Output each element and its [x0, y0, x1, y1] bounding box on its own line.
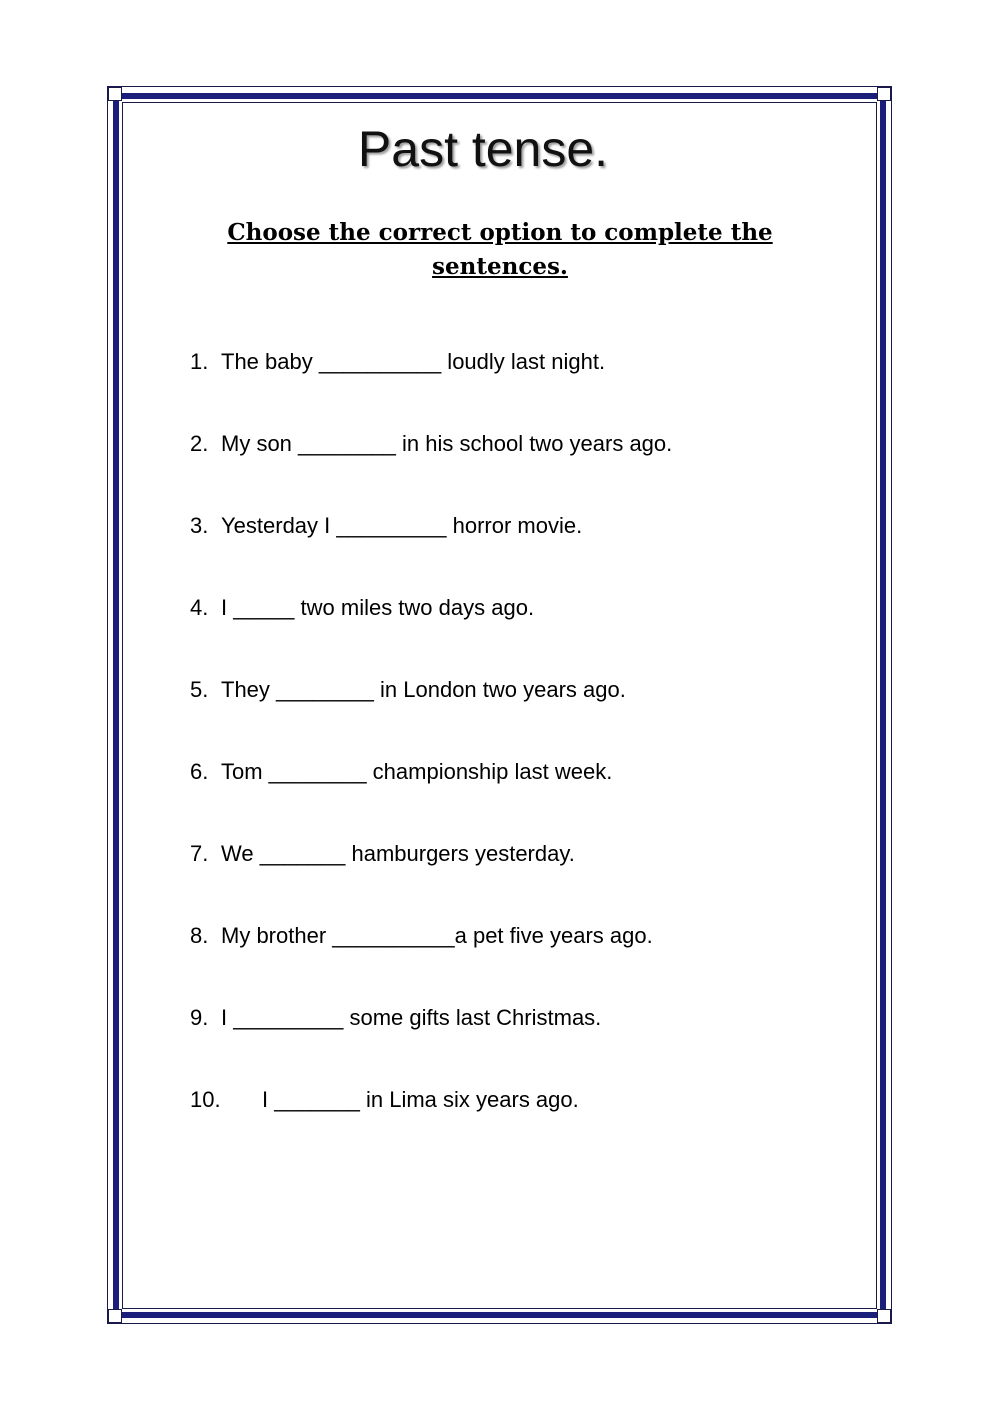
- question-number: 4.: [190, 595, 209, 620]
- instructions: Choose the correct option to complete the sentences.: [227, 219, 773, 280]
- question-text: I _________ some gifts last Christmas.: [221, 1005, 602, 1030]
- question-item: [190, 513, 582, 539]
- question-text: We _______ hamburgers yesterday.: [221, 841, 575, 866]
- question-number: 5.: [190, 677, 209, 702]
- border-corner-ornament: [877, 1309, 891, 1323]
- question-item: [190, 923, 653, 949]
- question-item: [190, 1087, 579, 1113]
- question-text: I _______ in Lima six years ago.: [262, 1087, 579, 1112]
- question-number: 6.: [190, 759, 209, 784]
- question-item: [190, 677, 626, 703]
- question-text: I _____ two miles two days ago.: [221, 595, 535, 620]
- question-number: 9.: [190, 1005, 209, 1030]
- question-number: 2.: [190, 431, 209, 456]
- page-title: Past tense.: [357, 121, 609, 177]
- question-number: 1.: [190, 349, 209, 374]
- question-number: 3.: [190, 513, 209, 538]
- question-text: My brother __________a pet five years ago.: [221, 923, 653, 948]
- question-text: The baby __________ loudly last night.: [221, 349, 606, 374]
- question-item: [190, 841, 575, 867]
- question-item: [190, 595, 534, 621]
- question-item: [190, 431, 672, 457]
- question-number: 7.: [190, 841, 209, 866]
- question-number: 8.: [190, 923, 209, 948]
- question-item: [190, 1005, 601, 1031]
- question-text: Tom ________ championship last week.: [221, 759, 613, 784]
- question-text: My son ________ in his school two years ago.: [221, 431, 673, 456]
- question-item: [190, 759, 612, 785]
- question-number: 10.: [190, 1087, 221, 1112]
- question-item: [190, 349, 605, 375]
- question-text: They ________ in London two years ago.: [221, 677, 626, 702]
- border-corner-ornament: [108, 87, 122, 101]
- border-corner-ornament: [108, 1309, 122, 1323]
- border-corner-ornament: [877, 87, 891, 101]
- question-text: Yesterday I _________ horror movie.: [221, 513, 583, 538]
